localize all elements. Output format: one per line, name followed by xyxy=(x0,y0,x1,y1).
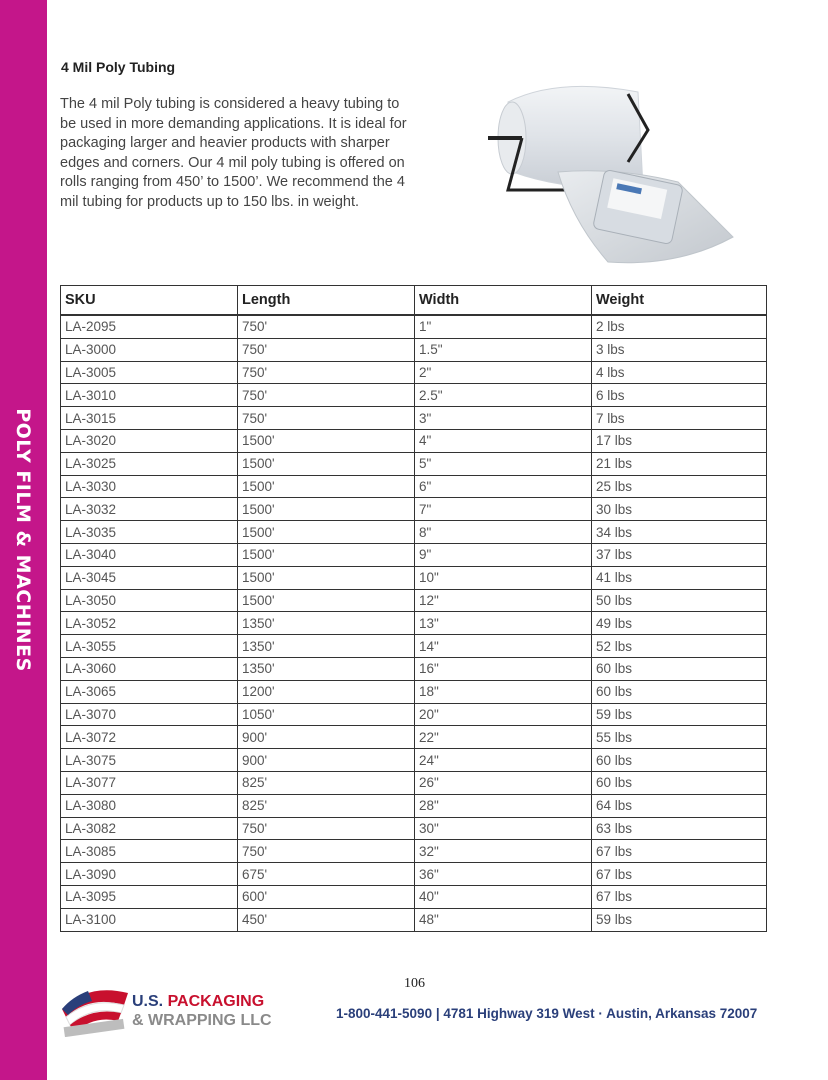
cell-weight: 37 lbs xyxy=(592,543,767,566)
cell-width: 6" xyxy=(415,475,592,498)
cell-sku: LA-3045 xyxy=(61,566,238,589)
table-row xyxy=(61,566,767,589)
table-row xyxy=(61,498,767,521)
cell-sku: LA-3010 xyxy=(61,384,238,407)
cell-sku: LA-3082 xyxy=(61,817,238,840)
cell-length: 750' xyxy=(238,338,415,361)
cell-width: 30" xyxy=(415,817,592,840)
cell-weight: 17 lbs xyxy=(592,429,767,452)
cell-sku: LA-3055 xyxy=(61,635,238,658)
product-spec-table xyxy=(60,285,767,932)
cell-width: 10" xyxy=(415,566,592,589)
cell-width: 22" xyxy=(415,726,592,749)
table-header-row xyxy=(61,286,767,316)
table-row xyxy=(61,817,767,840)
cell-sku: LA-3100 xyxy=(61,908,238,931)
cell-width: 48" xyxy=(415,908,592,931)
section-title: 4 Mil Poly Tubing xyxy=(61,59,176,75)
cell-sku: LA-2095 xyxy=(61,315,238,338)
cell-weight: 34 lbs xyxy=(592,521,767,544)
cell-sku: LA-3077 xyxy=(61,771,238,794)
cell-width: 24" xyxy=(415,749,592,772)
table-row xyxy=(61,840,767,863)
cell-width: 2" xyxy=(415,361,592,384)
cell-weight: 6 lbs xyxy=(592,384,767,407)
cell-sku: LA-3005 xyxy=(61,361,238,384)
cell-weight: 49 lbs xyxy=(592,612,767,635)
cell-length: 1500' xyxy=(238,521,415,544)
company-logo xyxy=(58,983,288,1037)
cell-length: 1500' xyxy=(238,429,415,452)
cell-weight: 41 lbs xyxy=(592,566,767,589)
cell-weight: 50 lbs xyxy=(592,589,767,612)
table-row xyxy=(61,908,767,931)
us-flag-swoosh-logo-icon xyxy=(58,983,130,1037)
cell-sku: LA-3015 xyxy=(61,407,238,430)
cell-length: 1350' xyxy=(238,635,415,658)
cell-length: 750' xyxy=(238,315,415,338)
cell-weight: 60 lbs xyxy=(592,680,767,703)
cell-sku: LA-3065 xyxy=(61,680,238,703)
cell-length: 825' xyxy=(238,794,415,817)
cell-length: 750' xyxy=(238,407,415,430)
cell-sku: LA-3052 xyxy=(61,612,238,635)
cell-sku: LA-3090 xyxy=(61,863,238,886)
cell-length: 1200' xyxy=(238,680,415,703)
cell-weight: 3 lbs xyxy=(592,338,767,361)
cell-sku: LA-3080 xyxy=(61,794,238,817)
cell-sku: LA-3072 xyxy=(61,726,238,749)
column-header-weight: Weight xyxy=(592,286,767,316)
cell-width: 28" xyxy=(415,794,592,817)
cell-length: 1350' xyxy=(238,612,415,635)
page-number: 106 xyxy=(404,976,425,991)
cell-length: 450' xyxy=(238,908,415,931)
cell-weight: 7 lbs xyxy=(592,407,767,430)
cell-width: 5" xyxy=(415,452,592,475)
cell-length: 1500' xyxy=(238,475,415,498)
cell-weight: 52 lbs xyxy=(592,635,767,658)
logo-text-line1 xyxy=(132,993,264,1011)
cell-length: 1050' xyxy=(238,703,415,726)
table-row xyxy=(61,612,767,635)
table-row xyxy=(61,863,767,886)
cell-sku: LA-3050 xyxy=(61,589,238,612)
cell-width: 1.5" xyxy=(415,338,592,361)
cell-length: 1500' xyxy=(238,452,415,475)
cell-length: 900' xyxy=(238,726,415,749)
cell-weight: 63 lbs xyxy=(592,817,767,840)
cell-sku: LA-3095 xyxy=(61,885,238,908)
cell-width: 14" xyxy=(415,635,592,658)
side-tab-label: POLY FILM & MACHINES xyxy=(12,408,34,672)
cell-width: 4" xyxy=(415,429,592,452)
cell-length: 750' xyxy=(238,361,415,384)
table-row xyxy=(61,338,767,361)
cell-weight: 59 lbs xyxy=(592,703,767,726)
cell-length: 675' xyxy=(238,863,415,886)
cell-width: 13" xyxy=(415,612,592,635)
cell-width: 2.5" xyxy=(415,384,592,407)
table-row xyxy=(61,521,767,544)
cell-weight: 60 lbs xyxy=(592,771,767,794)
table-row xyxy=(61,703,767,726)
cell-length: 750' xyxy=(238,840,415,863)
cell-sku: LA-3032 xyxy=(61,498,238,521)
cell-width: 40" xyxy=(415,885,592,908)
cell-width: 1" xyxy=(415,315,592,338)
cell-weight: 64 lbs xyxy=(592,794,767,817)
cell-length: 600' xyxy=(238,885,415,908)
cell-weight: 67 lbs xyxy=(592,840,767,863)
table-body xyxy=(61,315,767,931)
cell-sku: LA-3000 xyxy=(61,338,238,361)
cell-weight: 4 lbs xyxy=(592,361,767,384)
table-row xyxy=(61,680,767,703)
cell-weight: 59 lbs xyxy=(592,908,767,931)
cell-width: 26" xyxy=(415,771,592,794)
cell-length: 1500' xyxy=(238,498,415,521)
table-row xyxy=(61,475,767,498)
cell-sku: LA-3025 xyxy=(61,452,238,475)
table-row xyxy=(61,315,767,338)
cell-sku: LA-3070 xyxy=(61,703,238,726)
cell-width: 12" xyxy=(415,589,592,612)
table-row xyxy=(61,794,767,817)
cell-sku: LA-3040 xyxy=(61,543,238,566)
table-row xyxy=(61,429,767,452)
cell-weight: 21 lbs xyxy=(592,452,767,475)
cell-weight: 55 lbs xyxy=(592,726,767,749)
cell-length: 1500' xyxy=(238,589,415,612)
cell-length: 750' xyxy=(238,384,415,407)
cell-weight: 67 lbs xyxy=(592,863,767,886)
cell-sku: LA-3020 xyxy=(61,429,238,452)
cell-width: 18" xyxy=(415,680,592,703)
column-header-width: Width xyxy=(415,286,592,316)
cell-width: 9" xyxy=(415,543,592,566)
cell-width: 32" xyxy=(415,840,592,863)
table-row xyxy=(61,361,767,384)
table-row xyxy=(61,771,767,794)
table-row xyxy=(61,657,767,680)
cell-sku: LA-3030 xyxy=(61,475,238,498)
cell-length: 900' xyxy=(238,749,415,772)
table-row xyxy=(61,726,767,749)
logo-text-line2: & WRAPPING LLC xyxy=(132,1012,272,1029)
cell-length: 750' xyxy=(238,817,415,840)
cell-weight: 2 lbs xyxy=(592,315,767,338)
cell-weight: 60 lbs xyxy=(592,657,767,680)
cell-width: 36" xyxy=(415,863,592,886)
logo-text-us: U.S. xyxy=(132,993,168,1010)
table-row xyxy=(61,407,767,430)
cell-sku: LA-3085 xyxy=(61,840,238,863)
table-row xyxy=(61,452,767,475)
product-image xyxy=(478,72,748,272)
cell-length: 1500' xyxy=(238,566,415,589)
cell-width: 8" xyxy=(415,521,592,544)
table-row xyxy=(61,885,767,908)
column-header-sku: SKU xyxy=(61,286,238,316)
cell-length: 825' xyxy=(238,771,415,794)
cell-weight: 25 lbs xyxy=(592,475,767,498)
cell-sku: LA-3075 xyxy=(61,749,238,772)
column-header-length: Length xyxy=(238,286,415,316)
cell-weight: 60 lbs xyxy=(592,749,767,772)
table-row xyxy=(61,384,767,407)
table-row xyxy=(61,589,767,612)
cell-width: 20" xyxy=(415,703,592,726)
table-row xyxy=(61,749,767,772)
cell-length: 1500' xyxy=(238,543,415,566)
side-tab xyxy=(0,0,47,1080)
cell-width: 7" xyxy=(415,498,592,521)
table-row xyxy=(61,543,767,566)
cell-weight: 30 lbs xyxy=(592,498,767,521)
table-row xyxy=(61,635,767,658)
cell-weight: 67 lbs xyxy=(592,885,767,908)
cell-sku: LA-3035 xyxy=(61,521,238,544)
cell-width: 3" xyxy=(415,407,592,430)
cell-length: 1350' xyxy=(238,657,415,680)
logo-text-packaging: PACKAGING xyxy=(167,993,265,1010)
section-description: The 4 mil Poly tubing is considered a heavy tubing to be used in more demanding applications. It is ideal for packaging larger and heavier products with sharper edges and corners. Our 4 mil poly tubing is offered on rolls ranging from 450’ to 1500’. We recommend the 4 mil tubing for products up to 150 lbs. in weight. xyxy=(60,96,407,210)
contact-info: 1-800-441-5090 | 4781 Highway 319 West · Austin, Arkansas 72007 xyxy=(336,1006,758,1021)
cell-width: 16" xyxy=(415,657,592,680)
cell-sku: LA-3060 xyxy=(61,657,238,680)
